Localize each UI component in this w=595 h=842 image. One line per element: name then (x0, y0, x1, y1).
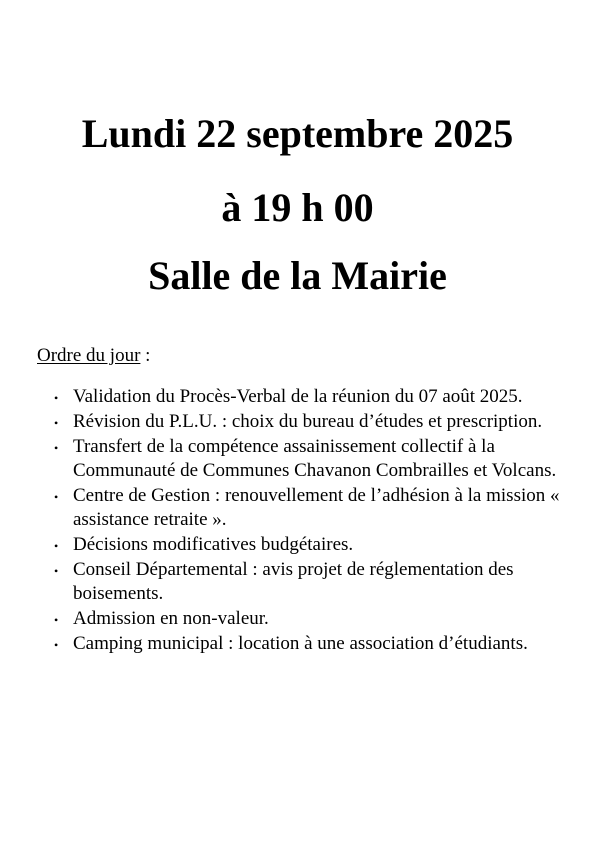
agenda-item (46, 410, 566, 434)
agenda-item (46, 435, 566, 483)
bullet-icon: • (54, 613, 59, 627)
agenda-title: Ordre du jour (37, 345, 141, 366)
agenda-heading (37, 344, 150, 368)
agenda-item-text: Révision du P.L.U. : choix du bureau d’études et prescription. (73, 411, 543, 432)
bullet-icon: • (54, 539, 59, 553)
agenda-item (46, 484, 566, 532)
agenda-item-text: Décisions modificatives budgétaires. (73, 534, 354, 555)
bullet-icon: • (54, 441, 59, 455)
bullet-icon: • (54, 638, 59, 652)
bullet-icon: • (54, 564, 59, 578)
agenda-title-suffix: : (140, 345, 151, 366)
agenda-item-text: Admission en non-valeur. (73, 608, 269, 629)
meeting-date: Lundi 22 septembre 2025 (81, 111, 514, 156)
agenda-item-text: Camping municipal : location à une association d’étudiants. (73, 633, 528, 654)
agenda-item-text: Centre de Gestion : renouvellement de l’adhésion à la mission « assistance retraite ». (73, 485, 560, 530)
bullet-icon: • (54, 490, 59, 504)
agenda-list (46, 385, 566, 657)
agenda-item (46, 385, 566, 409)
agenda-item (46, 607, 566, 631)
agenda-item-text: Validation du Procès-Verbal de la réunion du 07 août 2025. (73, 386, 523, 407)
agenda-item (46, 558, 566, 606)
bullet-icon: • (54, 416, 59, 430)
agenda-item (46, 533, 566, 557)
agenda-item-text: Transfert de la compétence assainissement collectif à la Communauté de Communes Chavanon Combrailles et Volcans. (73, 436, 557, 481)
meeting-place: Salle de la Mairie (148, 253, 447, 298)
meeting-time: à 19 h 00 (221, 185, 374, 230)
agenda-item (46, 632, 566, 656)
bullet-icon: • (54, 391, 59, 405)
agenda-item-text: Conseil Départemental : avis projet de réglementation des boisements. (73, 559, 514, 604)
